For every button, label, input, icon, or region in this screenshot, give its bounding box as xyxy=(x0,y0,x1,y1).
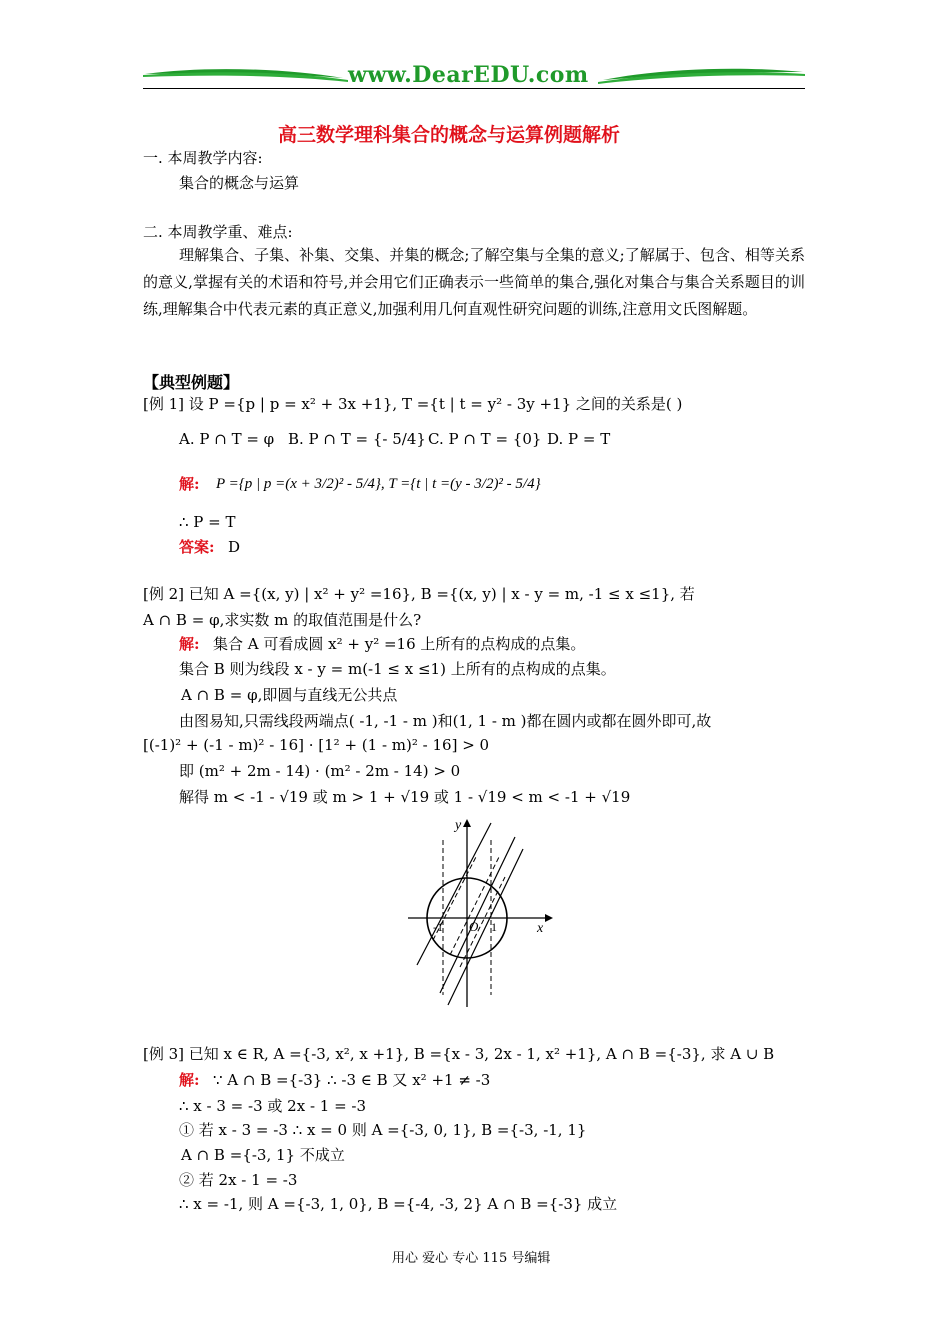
ex2-step4: 由图易知,只需线段两端点( -1, -1 - m )和(1, 1 - m )都在圆内或都在圆外即可,故 xyxy=(179,712,712,730)
section1-heading: 一. 本周教学内容: xyxy=(143,149,263,167)
ex1-option-d: D. P = T xyxy=(547,430,611,448)
ex3-step5: ② 若 2x - 1 = -3 xyxy=(179,1171,298,1189)
line-solid-2 xyxy=(448,849,523,1005)
one-label: 1 xyxy=(491,920,497,934)
line-solid-3 xyxy=(417,823,491,965)
ex1-option-c: C. P ∩ T = {0} xyxy=(428,430,542,448)
ex2-question-line1: [例 2] 已知 A ={(x, y) | x² + y² =16}, B ={(x, y) | x - y = m, -1 ≤ x ≤1}, 若 xyxy=(143,585,695,603)
section2-paragraph: 理解集合、子集、补集、交集、并集的概念;了解空集与全集的意义;了解属于、包含、相等关系的意义,掌握有关的术语和符号,并会用它们正确表示一些简单的集合,强化对集合与集合关系题目的训练,理解集合中代表元素的真正意义,加强利用几何直观性研究问题的训练,注意用文氏图解题。 xyxy=(143,246,805,318)
ex3-solution-label: 解: xyxy=(179,1071,200,1089)
ex1-question: [例 1] 设 P ={p | p = x² + 3x +1}, T ={t | t = y² - 3y +1} 之间的关系是( ) xyxy=(143,395,683,413)
ex2-step7: 解得 m < -1 - √19 或 m > 1 + √19 或 1 - √19 < m < -1 + √19 xyxy=(179,788,631,806)
ex3-step2: ∴ x - 3 = -3 或 2x - 1 = -3 xyxy=(179,1097,367,1115)
ex1-answer: D xyxy=(228,538,241,556)
ex2-step5: [(-1)² + (-1 - m)² - 16] · [1² + (1 - m)² - 16] > 0 xyxy=(143,736,490,754)
ex2-step3: A ∩ B = φ,即圆与直线无公共点 xyxy=(181,686,398,704)
y-axis-arrow xyxy=(463,819,471,827)
ex3-step4: A ∩ B ={-3, 1} 不成立 xyxy=(181,1146,345,1164)
ex2-solution-label: 解: xyxy=(179,635,200,653)
ex1-option-b: B. P ∩ T = {- 5/4} xyxy=(288,430,426,448)
figure-svg xyxy=(405,815,555,1010)
ex1-therefore: ∴ P = T xyxy=(179,513,236,531)
ex3-step3: ① 若 x - 3 = -3 ∴ x = 0 则 A ={-3, 0, 1}, B ={-3, -1, 1} xyxy=(179,1121,587,1139)
ex1-answer-label: 答案: xyxy=(179,538,215,556)
ex3-step1: ∵ A ∩ B ={-3} ∴ -3 ∈ B 又 x² +1 ≠ -3 xyxy=(213,1071,491,1089)
page-footer: 用心 爱心 专心 115 号编辑 xyxy=(392,1251,551,1266)
y-label: y xyxy=(455,818,462,833)
examples-heading: 【典型例题】 xyxy=(143,373,240,392)
ex2-step2: 集合 B 则为线段 x - y = m(-1 ≤ x ≤1) 上所有的点构成的点集。 xyxy=(179,660,616,678)
ex1-solution-label: 解: xyxy=(179,475,200,493)
line-solid-1 xyxy=(440,837,515,993)
ex3-step6: ∴ x = -1, 则 A ={-3, 1, 0}, B ={-4, -3, 2} A ∩ B ={-3} 成立 xyxy=(179,1195,618,1213)
ex1-option-a: A. P ∩ T = φ xyxy=(179,430,275,448)
page-title: 高三数学理科集合的概念与运算例题解析 xyxy=(278,124,621,146)
ex2-question-line2: A ∩ B = φ,求实数 m 的取值范围是什么? xyxy=(143,611,422,629)
section2-heading: 二. 本周教学重、难点: xyxy=(143,223,293,241)
neg-one-label: -1 xyxy=(433,920,443,934)
origin-label: O xyxy=(469,919,479,934)
circle-line-figure xyxy=(405,815,555,1010)
ex3-question: [例 3] 已知 x ∈ R, A ={-3, x², x +1}, B ={x - 3, 2x - 1, x² +1}, A ∩ B ={-3}, 求 A ∪ B xyxy=(143,1045,775,1063)
section1-content: 集合的概念与运算 xyxy=(179,174,300,192)
x-label: x xyxy=(537,921,544,936)
ex1-solution: P ={p | p =(x + 3/2)² - 5/4}, T ={t | t =(y - 3/2)² - 5/4} xyxy=(216,476,541,492)
ex2-step1: 集合 A 可看成圆 x² + y² =16 上所有的点构成的点集。 xyxy=(213,635,586,653)
x-axis-arrow xyxy=(545,914,553,922)
ex2-step6: 即 (m² + 2m - 14) · (m² - 2m - 14) > 0 xyxy=(179,762,461,780)
header-rule xyxy=(143,88,805,89)
site-logo-text: www.DearEDU.com xyxy=(348,62,589,88)
line-dashed-1 xyxy=(450,855,500,955)
